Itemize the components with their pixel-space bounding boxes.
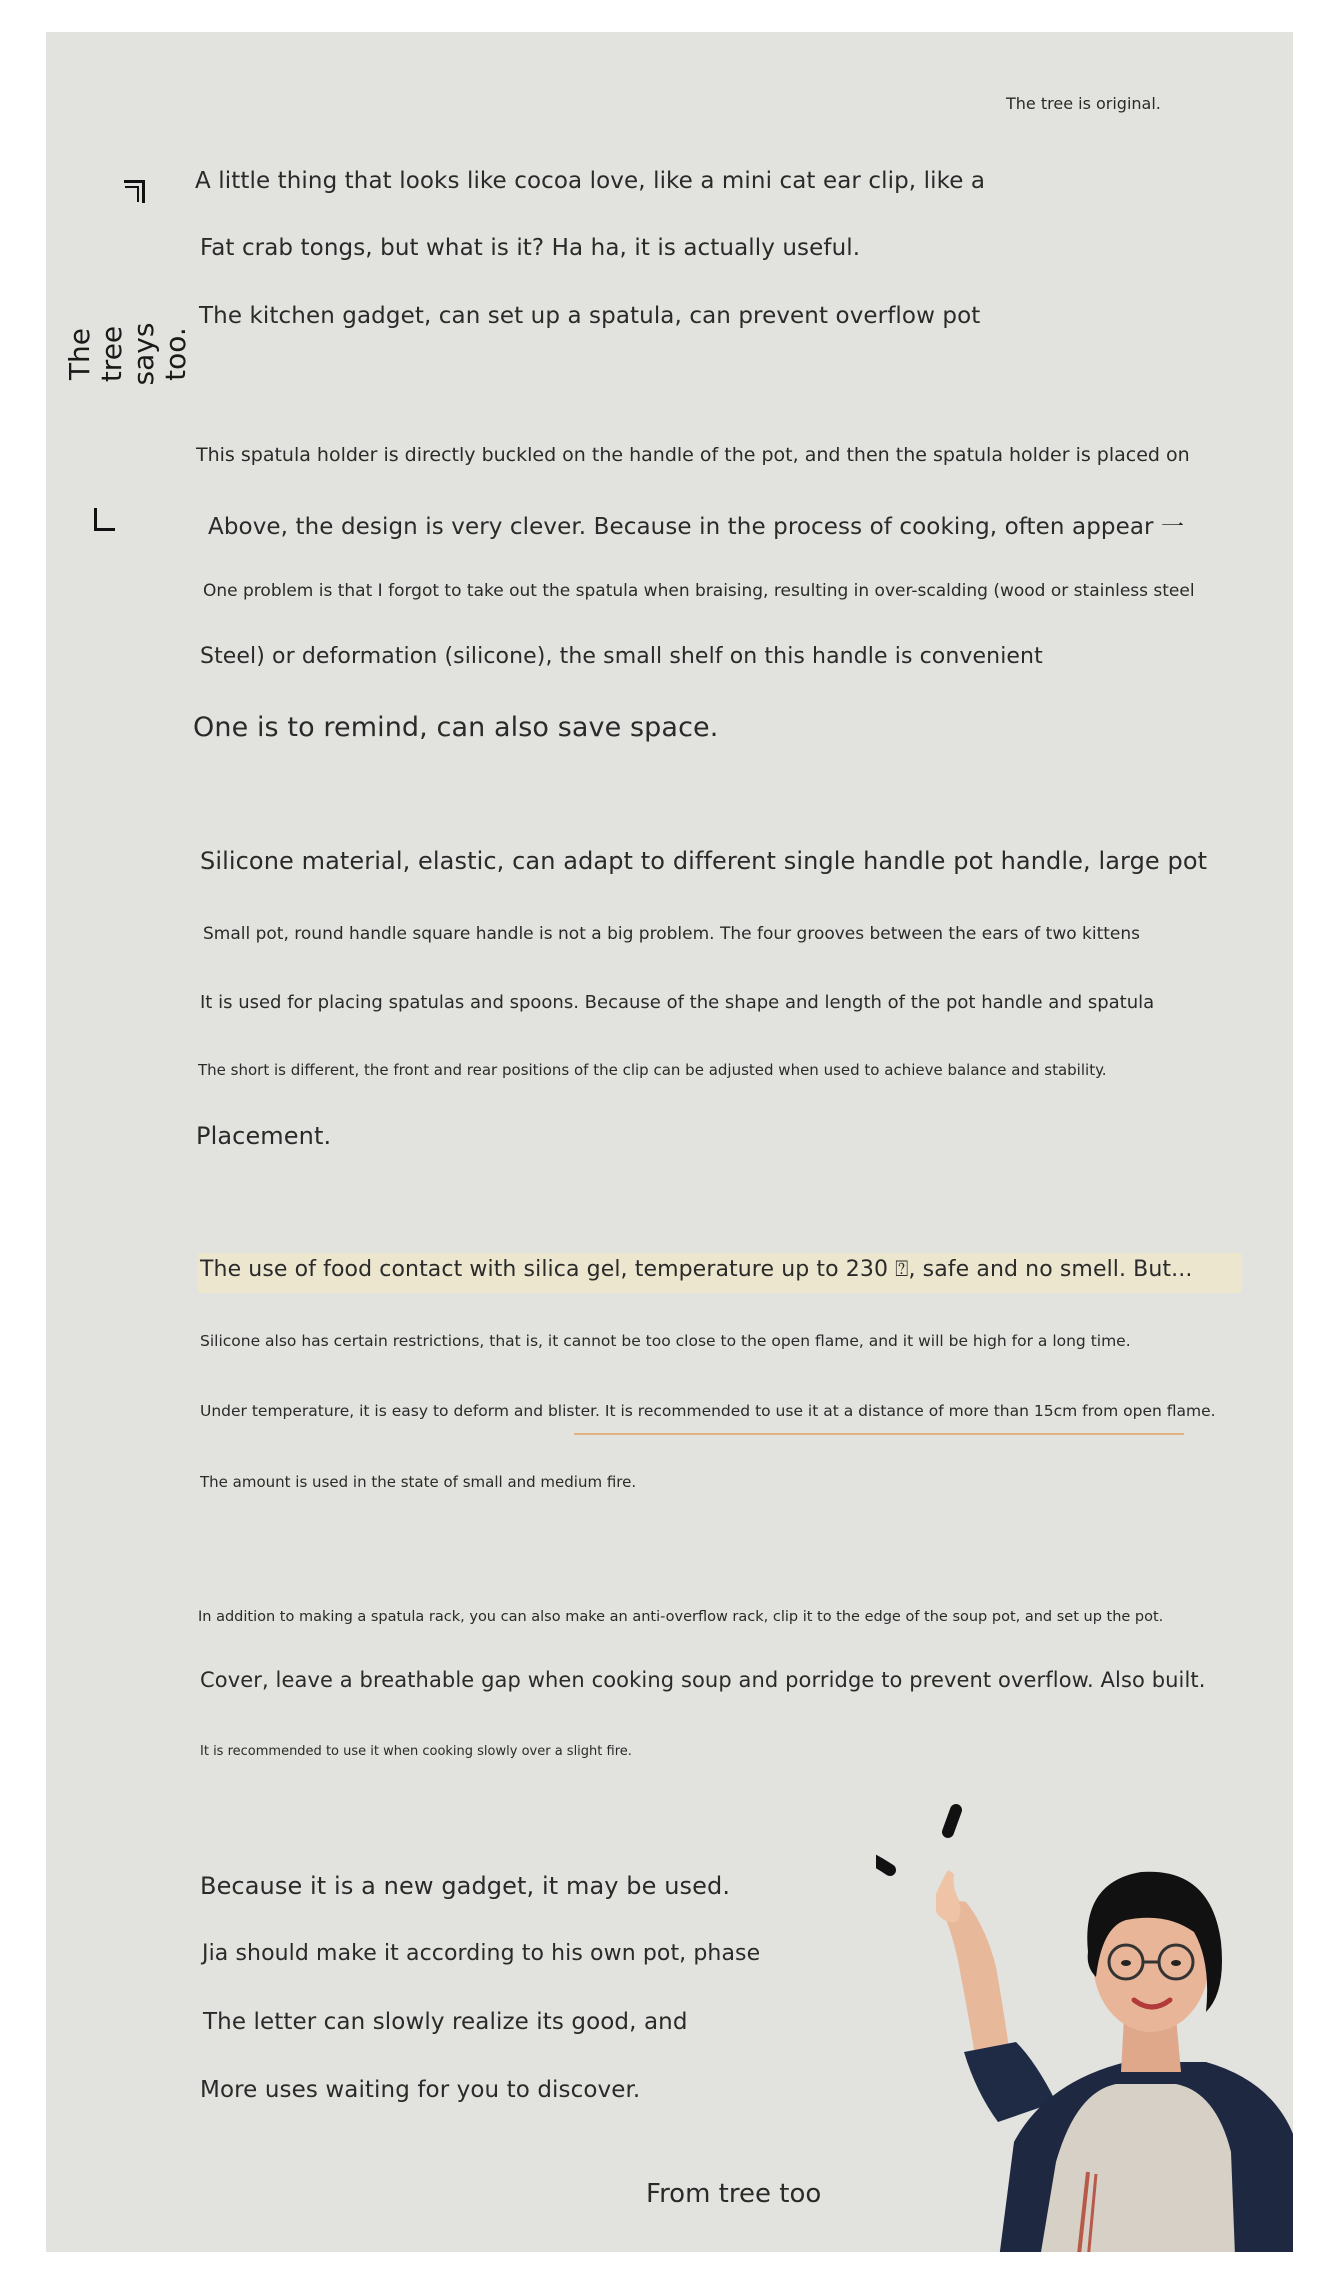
s2-line-4: Steel) or deformation (silicone), the small shelf on this handle is convenient xyxy=(200,644,1043,669)
s2-line-2: Above, the design is very clever. Because in the process of cooking, often appear 一 xyxy=(208,514,1185,540)
person-illustration xyxy=(876,1762,1293,2252)
s2-line-1: This spatula holder is directly buckled on the handle of the pot, and then the spatula holder is placed on xyxy=(196,444,1190,466)
s1-line-2: Fat crab tongs, but what is it? Ha ha, it is actually useful. xyxy=(200,235,861,261)
underline-accent xyxy=(574,1433,1184,1435)
s4-line-1: The use of food contact with silica gel, temperature up to 230 ⍰, safe and no smell. But... xyxy=(200,1257,1193,1282)
header-note: The tree is original. xyxy=(1006,94,1161,113)
s5-line-1: In addition to making a spatula rack, you can also make an anti-overflow rack, clip it to the edge of the soup pot, and set up the pot. xyxy=(198,1609,1164,1625)
s2-line-3: One problem is that I forgot to take out the spatula when braising, resulting in over-scalding (wood or stainless steel xyxy=(203,581,1195,601)
s6-line-4: More uses waiting for you to discover. xyxy=(200,2077,641,2103)
article-panel xyxy=(46,32,1293,2252)
s6-line-3: The letter can slowly realize its good, and xyxy=(203,2009,688,2035)
s3-line-4: The short is different, the front and rear positions of the clip can be adjusted when used to achieve balance and stability. xyxy=(198,1061,1107,1079)
s3-line-1: Silicone material, elastic, can adapt to different single handle pot handle, large pot xyxy=(200,847,1208,875)
excitement-mark-icon xyxy=(876,1850,890,1870)
s5-line-3: It is recommended to use it when cooking slowly over a slight fire. xyxy=(200,1744,632,1759)
s4-line-3: Under temperature, it is easy to deform and blister. It is recommended to use it at a distance of more than 15cm from open flame. xyxy=(200,1402,1216,1420)
vertical-title-block xyxy=(63,180,192,532)
signature: From tree too xyxy=(646,2179,822,2209)
s4-line-4: The amount is used in the state of small and medium fire. xyxy=(200,1473,637,1491)
s6-line-1: Because it is a new gadget, it may be used. xyxy=(200,1872,731,1900)
s1-line-3: The kitchen gadget, can set up a spatula, can prevent overflow pot xyxy=(199,303,981,329)
s1-line-1: A little thing that looks like cocoa love, like a mini cat ear clip, like a xyxy=(195,168,986,194)
excitement-mark-icon xyxy=(948,1810,956,1832)
s5-line-2: Cover, leave a breathable gap when cooking soup and porridge to prevent overflow. Also built. xyxy=(200,1668,1206,1692)
s3-line-2: Small pot, round handle square handle is not a big problem. The four grooves between the ears of two kittens xyxy=(203,924,1141,944)
bracket-top-icon xyxy=(124,180,145,203)
s4-line-2: Silicone also has certain restrictions, that is, it cannot be too close to the open flame, and it will be high for a long time. xyxy=(200,1332,1131,1350)
vertical-title: The tree says too. xyxy=(63,322,192,386)
s6-line-2: Jia should make it according to his own pot, phase xyxy=(202,1941,761,1966)
s3-line-3: It is used for placing spatulas and spoons. Because of the shape and length of the pot handle and spatula xyxy=(200,992,1155,1013)
s2-line-5: One is to remind, can also save space. xyxy=(193,712,719,743)
s3-line-5: Placement. xyxy=(196,1122,332,1150)
bracket-bottom-icon xyxy=(94,508,115,531)
